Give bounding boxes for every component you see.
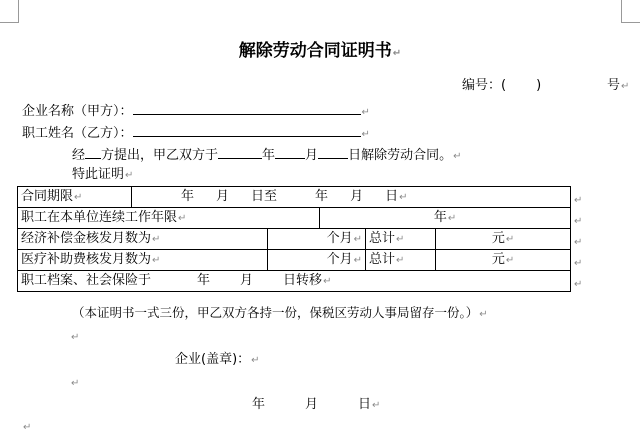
proof-text: 特此证明 xyxy=(72,167,125,182)
row-end-mark: ↵ xyxy=(574,216,583,227)
contract-period-label: 合同期限↵ xyxy=(18,187,132,208)
party-a-label: 企业名称（甲方）： xyxy=(22,104,133,119)
contract-period-value[interactable]: 年 月 日至 年 月 日↵ xyxy=(132,187,571,208)
row-end-mark: ↵ xyxy=(574,258,583,269)
medical-months[interactable]: 个月↵ xyxy=(268,250,366,271)
initiator-blank[interactable] xyxy=(85,145,101,159)
compensation-months[interactable]: 个月↵ xyxy=(268,229,366,250)
paragraph-mark: ↵ xyxy=(392,48,402,59)
document-number xyxy=(462,78,541,94)
signature-date[interactable]: 年 月 日↵ xyxy=(252,397,381,412)
title-text: 解除劳动合同证明书 xyxy=(238,41,392,61)
termination-sentence xyxy=(72,145,461,165)
empty-paragraph-mark: ↵ xyxy=(71,332,80,343)
row-end-mark: ↵ xyxy=(574,195,583,206)
table-row xyxy=(18,271,571,292)
termination-info-table xyxy=(17,186,571,292)
party-a-line xyxy=(22,101,370,121)
paragraph-mark: ↵ xyxy=(621,81,630,92)
note-text: （本证明书一式三份，甲乙双方各持一份，保税区劳动人事局留存一份。） xyxy=(72,305,479,320)
empty-paragraph-mark: ↵ xyxy=(71,378,80,389)
number-label: 编号：( xyxy=(462,78,507,93)
sentence-part: 经 xyxy=(72,148,86,163)
paragraph-mark: ↵ xyxy=(479,309,488,320)
row-end-mark: ↵ xyxy=(574,279,583,290)
sentence-part: 月 xyxy=(305,148,319,163)
year-blank[interactable] xyxy=(218,145,262,159)
empty-paragraph-mark: ↵ xyxy=(23,422,32,433)
seal-label[interactable]: 企业(盖章)： xyxy=(175,352,251,367)
compensation-label: 经济补偿金核发月数为↵ xyxy=(18,229,268,250)
seal-line xyxy=(175,352,260,369)
paragraph-mark: ↵ xyxy=(125,170,134,181)
number-suffix: 号 xyxy=(607,78,621,93)
day-blank[interactable] xyxy=(318,145,348,159)
party-b-label: 职工姓名（乙方）： xyxy=(22,126,133,141)
page-corner-top-left xyxy=(0,0,19,23)
party-b-field[interactable] xyxy=(133,123,361,137)
sentence-part: 方提出，甲乙双方于 xyxy=(101,148,219,163)
paragraph-mark: ↵ xyxy=(361,107,370,118)
document-title xyxy=(0,40,640,65)
years-value[interactable]: 年↵ xyxy=(320,208,571,229)
table-row xyxy=(18,250,571,271)
party-b-line xyxy=(22,123,370,143)
table-row xyxy=(18,229,571,250)
number-close: ) xyxy=(536,78,542,93)
party-a-field[interactable] xyxy=(133,101,361,115)
sentence-part: 年 xyxy=(262,148,276,163)
paragraph-mark: ↵ xyxy=(361,129,370,140)
table-row xyxy=(18,208,571,229)
number-suffix-wrap xyxy=(607,78,629,95)
compensation-amount[interactable]: 元↵ xyxy=(436,229,571,250)
page-corner-top-right xyxy=(621,0,640,23)
copies-note xyxy=(72,305,488,323)
compensation-total-label: 总计↵ xyxy=(366,229,436,250)
table-row xyxy=(18,187,571,208)
paragraph-mark: ↵ xyxy=(251,355,260,366)
archive-transfer[interactable]: 职工档案、社会保险于 年 月 日转移↵ xyxy=(18,271,571,292)
sentence-part: 日解除劳动合同。 xyxy=(348,148,453,163)
month-blank[interactable] xyxy=(275,145,305,159)
paragraph-mark: ↵ xyxy=(453,151,462,162)
row-end-mark: ↵ xyxy=(574,237,583,248)
medical-label: 医疗补助费核发月数为↵ xyxy=(18,250,268,271)
years-label: 职工在本单位连续工作年限↵ xyxy=(18,208,320,229)
medical-total-label: 总计↵ xyxy=(366,250,436,271)
medical-amount[interactable]: 元↵ xyxy=(436,250,571,271)
proof-line xyxy=(72,167,133,184)
